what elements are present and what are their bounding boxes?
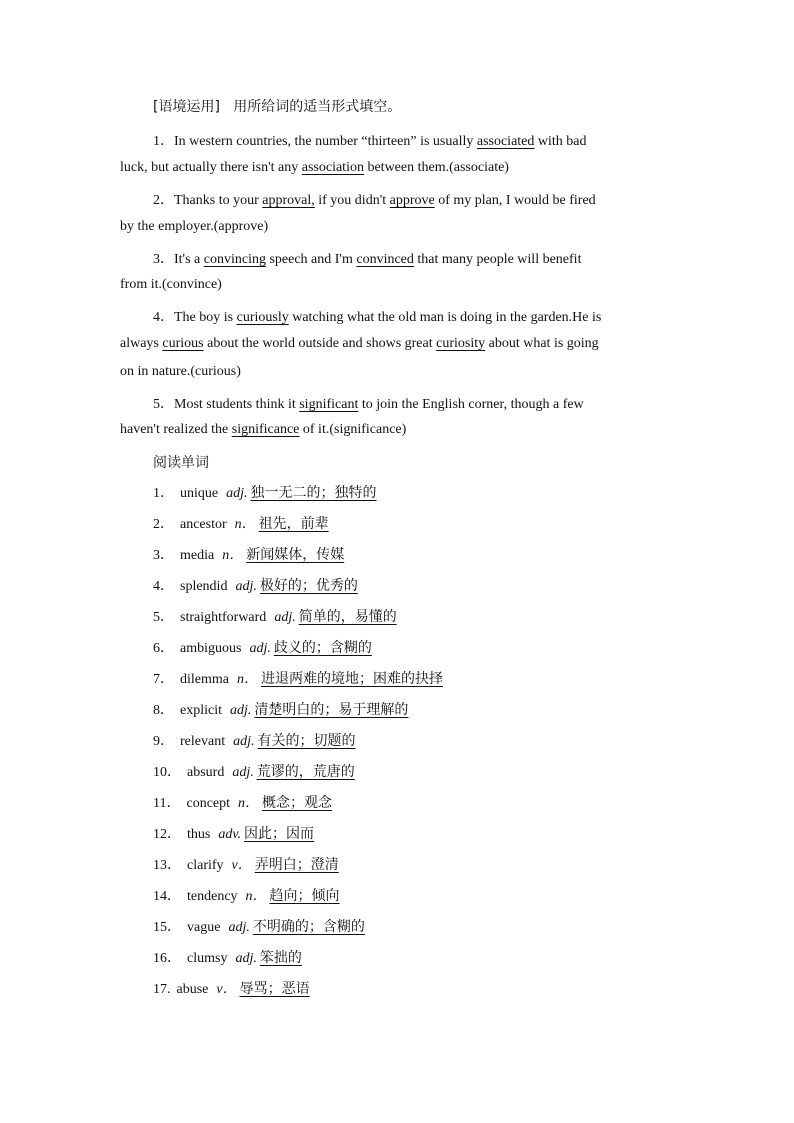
vocab-item	[153, 854, 339, 874]
vocab-word: ancestor	[180, 517, 227, 532]
vocab-number: 11．	[153, 796, 181, 811]
answer-blank: convincing	[203, 252, 266, 267]
section-tag: [语境运用]	[153, 99, 220, 115]
exercise-1-line-2: luck, but actually there isn't any association between them.(associate)	[120, 160, 509, 175]
vocab-meaning: 进退两难的境地；困难的抉择	[261, 671, 443, 687]
vocab-item	[153, 606, 397, 626]
vocab-item	[153, 730, 355, 750]
vocab-word: clumsy	[187, 951, 228, 966]
vocab-part-of-speech: v．	[216, 982, 237, 997]
exercise-5-line-1: 5．Most students think it significant to join the English corner, though a few	[153, 397, 584, 412]
vocab-number: 5．	[153, 610, 174, 625]
vocab-part-of-speech: adj.	[274, 610, 296, 625]
vocab-meaning: 荒谬的，荒唐的	[256, 764, 355, 780]
vocab-word: clarify	[187, 858, 224, 873]
vocab-number: 1．	[153, 486, 174, 501]
vocab-number: 16．	[153, 951, 181, 966]
vocab-item	[153, 823, 314, 843]
vocab-word: tendency	[187, 889, 238, 904]
section-instruction: 用所给词的适当形式填空。	[233, 99, 402, 115]
vocab-word: abuse	[176, 982, 209, 997]
vocab-item	[153, 544, 344, 564]
vocab-meaning: 不明确的；含糊的	[252, 919, 365, 935]
answer-blank: curiously	[236, 310, 289, 325]
vocab-number: 12．	[153, 827, 181, 842]
vocab-word: dilemma	[180, 672, 229, 687]
vocab-word: straightforward	[180, 610, 267, 625]
vocab-word: vague	[187, 920, 221, 935]
answer-blank: curious	[162, 336, 204, 351]
exercise-4-line-2: always curious about the world outside and shows great curiosity about what is going	[120, 336, 599, 351]
vocab-part-of-speech: adj.	[235, 951, 257, 966]
vocab-part-of-speech: n．	[238, 796, 260, 811]
vocab-number: 15．	[153, 920, 181, 935]
vocab-item	[153, 575, 358, 595]
vocab-word: thus	[187, 827, 211, 842]
vocab-number: 2．	[153, 517, 174, 532]
exercise-3-line-1: 3．It's a convincing speech and I'm convinced that many people will benefit	[153, 252, 582, 267]
vocab-item	[153, 513, 329, 533]
vocab-part-of-speech: n．	[245, 889, 267, 904]
vocab-number: 10．	[153, 765, 181, 780]
vocab-item	[153, 916, 365, 936]
vocab-number: 6．	[153, 641, 174, 656]
exercise-5-line-2: haven't realized the significance of it.(significance)	[120, 422, 407, 437]
vocab-word: relevant	[180, 734, 226, 749]
vocab-number: 17.	[153, 982, 171, 997]
vocab-meaning: 笨拙的	[259, 950, 302, 966]
vocab-number: 7．	[153, 672, 174, 687]
vocab-meaning: 极好的；优秀的	[259, 578, 358, 594]
vocab-part-of-speech: n．	[234, 517, 256, 532]
vocab-meaning: 独一无二的；独特的	[250, 485, 377, 501]
section-heading	[153, 96, 401, 116]
vocab-number: 13．	[153, 858, 181, 873]
answer-blank: associated	[476, 134, 535, 149]
answer-blank: significant	[299, 397, 359, 412]
vocab-part-of-speech: adv.	[218, 827, 242, 842]
exercise-1-line-1: 1．In western countries, the number “thirteen” is usually associated with bad	[153, 134, 587, 149]
vocab-meaning: 清楚明白的；易于理解的	[254, 702, 409, 718]
vocab-meaning: 歧义的；含糊的	[273, 640, 372, 656]
vocab-meaning: 新闻媒体，传媒	[246, 547, 345, 563]
exercise-3-line-2: from it.(convince)	[120, 277, 222, 292]
vocab-item	[153, 761, 355, 781]
vocab-word: media	[180, 548, 215, 563]
vocab-part-of-speech: adj.	[228, 920, 250, 935]
vocab-item	[153, 885, 340, 905]
exercise-2-line-1: 2．Thanks to your approval, if you didn't approve of my plan, I would be fired	[153, 193, 596, 208]
vocab-part-of-speech: v．	[231, 858, 252, 873]
vocab-word: ambiguous	[180, 641, 242, 656]
vocab-part-of-speech: adj.	[232, 765, 254, 780]
vocab-item	[153, 668, 443, 688]
answer-blank: approve	[389, 193, 435, 208]
vocab-item	[153, 637, 372, 657]
vocab-word: absurd	[187, 765, 225, 780]
vocab-item	[153, 947, 302, 967]
answer-blank: curiosity	[436, 336, 486, 351]
vocab-part-of-speech: adj.	[249, 641, 271, 656]
vocab-part-of-speech: n．	[222, 548, 244, 563]
vocab-word: explicit	[180, 703, 222, 718]
vocab-item	[153, 699, 408, 719]
vocab-part-of-speech: adj.	[230, 703, 252, 718]
vocab-meaning: 趋向；倾向	[269, 888, 340, 904]
vocab-meaning: 辱骂；恶语	[239, 981, 310, 997]
vocab-meaning: 简单的，易懂的	[298, 609, 397, 625]
answer-blank: association	[301, 160, 364, 175]
vocab-word: unique	[180, 486, 219, 501]
vocab-number: 14．	[153, 889, 181, 904]
vocab-item	[153, 978, 310, 998]
vocab-meaning: 祖先，前辈	[258, 516, 329, 532]
vocab-number: 4．	[153, 579, 174, 594]
vocab-meaning: 因此；因而	[244, 826, 315, 842]
exercise-4-line-1: 4．The boy is curiously watching what the old man is doing in the garden.He is	[153, 310, 602, 325]
vocab-word: concept	[186, 796, 231, 811]
vocab-part-of-speech: adj.	[226, 486, 248, 501]
vocab-part-of-speech: adj.	[235, 579, 257, 594]
answer-blank: significance	[231, 422, 300, 437]
vocab-meaning: 弄明白；澄清	[254, 857, 339, 873]
vocab-part-of-speech: n．	[237, 672, 258, 687]
vocab-number: 3．	[153, 548, 174, 563]
vocab-section-title: 阅读单词	[153, 455, 209, 471]
vocab-number: 9．	[153, 734, 174, 749]
exercise-4-line-3: on in nature.(curious)	[120, 364, 241, 379]
vocab-item	[153, 792, 332, 812]
vocab-meaning: 概念；观念	[262, 795, 333, 811]
vocab-meaning: 有关的；切题的	[257, 733, 356, 749]
exercise-2-line-2: by the employer.(approve)	[120, 219, 269, 234]
vocab-number: 8．	[153, 703, 174, 718]
vocab-word: splendid	[180, 579, 228, 594]
answer-blank: convinced	[356, 252, 414, 267]
answer-blank: approval,	[262, 193, 315, 208]
vocab-part-of-speech: adj.	[233, 734, 255, 749]
vocab-item	[153, 482, 377, 502]
